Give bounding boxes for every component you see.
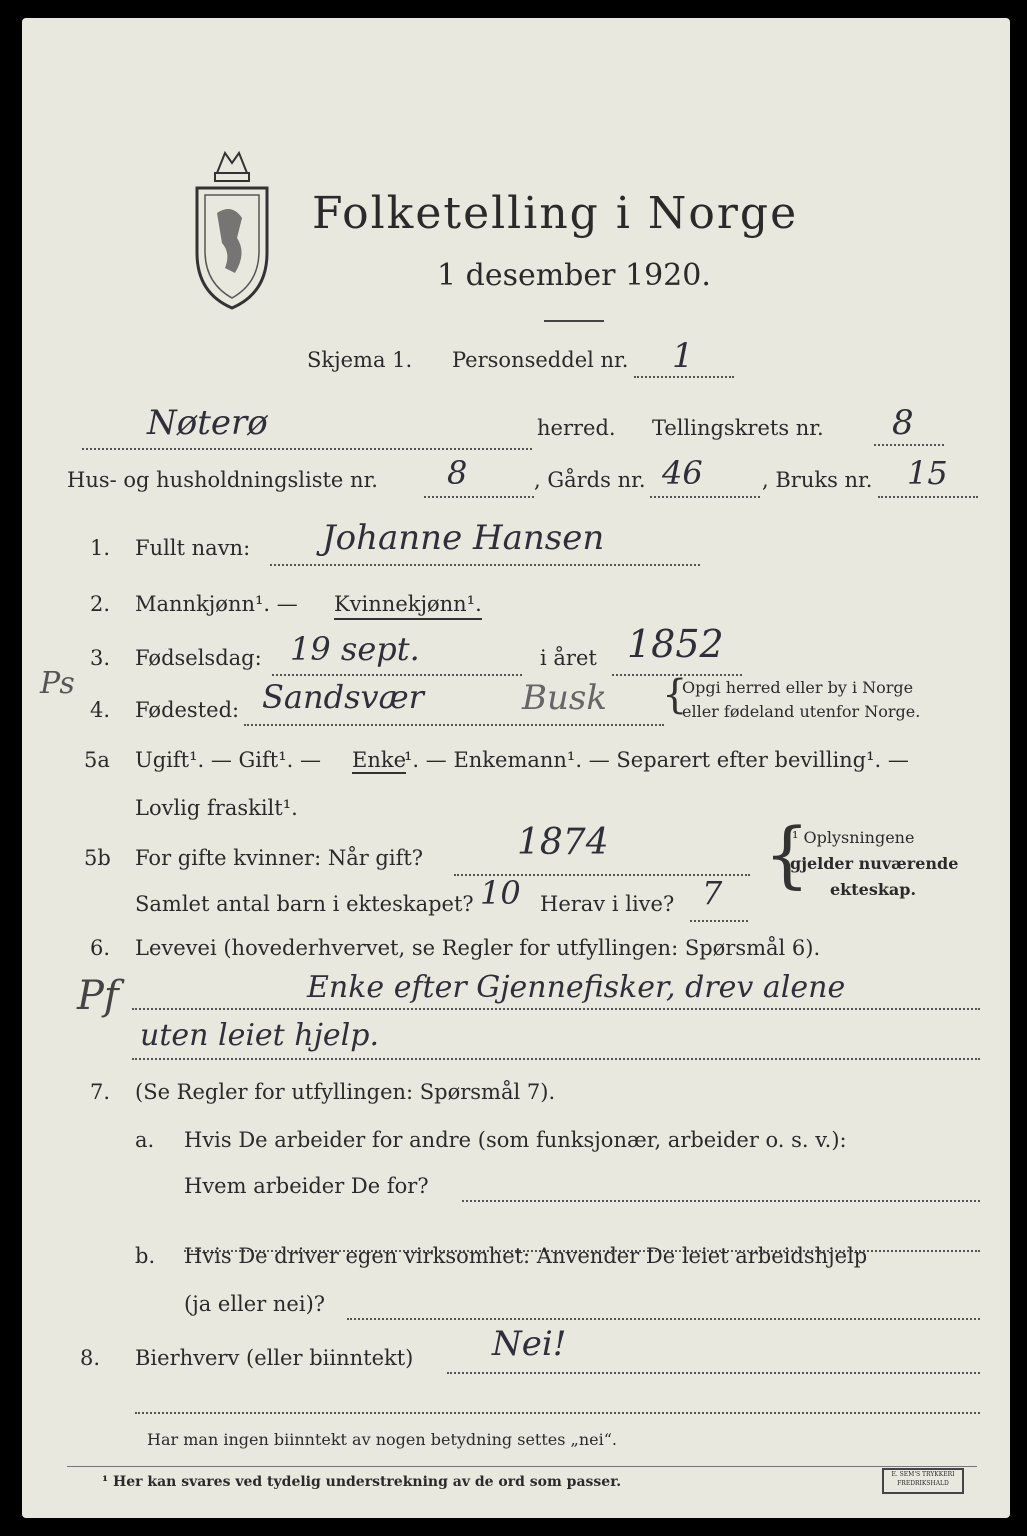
alive-value: 7 bbox=[702, 874, 723, 912]
q4-brace: { bbox=[662, 672, 688, 718]
q6-margin-mark: Pf bbox=[77, 973, 119, 1019]
footer-note: Har man ingen biinntekt av nogen betydning settes „nei“. bbox=[147, 1430, 617, 1449]
q4-margin-mark: Ps bbox=[40, 666, 75, 701]
q7b-label: Hvis De driver egen virksomhet: Anvender De leiet arbeidshjelp bbox=[184, 1244, 868, 1268]
q8-line bbox=[447, 1372, 980, 1374]
q7a-label: Hvis De arbeider for andre (som funksjonær, arbeider o. s. v.): bbox=[184, 1128, 847, 1152]
herred-label: herred. bbox=[537, 416, 616, 440]
q4-note-1: Opgi herred eller by i Norge bbox=[682, 678, 914, 697]
q5b-note-2: gjelder nuværende bbox=[790, 854, 959, 873]
form-date: 1 desember 1920. bbox=[437, 258, 711, 293]
q5b-note-1: ¹ Oplysningene bbox=[792, 828, 915, 847]
gards-value: 46 bbox=[662, 454, 703, 492]
personseddel-label: Personseddel nr. bbox=[452, 348, 629, 372]
birthday-value: 19 sept. bbox=[290, 630, 420, 668]
occupation-value-1: Enke efter Gjennefisker, drev alene bbox=[307, 970, 846, 1005]
side-income-value: Nei! bbox=[492, 1324, 567, 1364]
herred-line bbox=[82, 448, 532, 450]
q2-label-female: Kvinnekjønn¹. bbox=[334, 592, 482, 620]
q8-number: 8. bbox=[80, 1346, 101, 1370]
q5b-note-3: ekteskap. bbox=[830, 880, 917, 899]
birthplace-value: Sandsvær bbox=[262, 678, 424, 716]
q3-label: Fødselsdag: bbox=[135, 646, 262, 670]
q3-year-label: i året bbox=[540, 646, 597, 670]
q5b-alive-line bbox=[690, 920, 748, 922]
hus-label: Hus- og husholdningsliste nr. bbox=[67, 468, 378, 492]
herred-value: Nøterø bbox=[147, 403, 268, 443]
printer-stamp: E. SEM'S TRYKKERI FREDRIKSHALD bbox=[882, 1468, 964, 1494]
personseddel-value: 1 bbox=[672, 336, 694, 376]
tellingskrets-label: Tellingskrets nr. bbox=[652, 416, 824, 440]
q7a-label-2: Hvem arbeider De for? bbox=[184, 1174, 429, 1198]
q7b-number: b. bbox=[135, 1244, 156, 1268]
q5b-children-label: Samlet antal barn i ekteskapet? bbox=[135, 892, 474, 916]
q5a-enke: Enke bbox=[352, 748, 407, 772]
personseddel-line bbox=[634, 376, 734, 378]
bruks-line bbox=[878, 496, 978, 498]
q1-number: 1. bbox=[90, 536, 111, 560]
q2-label-male: Mannkjønn¹. — bbox=[135, 592, 298, 616]
q6-line-2 bbox=[132, 1058, 980, 1060]
schema-label: Skjema 1. bbox=[307, 348, 413, 372]
q7b-line bbox=[347, 1318, 980, 1320]
birthplace-value-2: Busk bbox=[522, 678, 607, 718]
q4-label: Fødested: bbox=[135, 698, 240, 722]
q7b-label-2: (ja eller nei)? bbox=[184, 1292, 326, 1316]
birth-year-value: 1852 bbox=[627, 622, 724, 666]
gards-label: , Gårds nr. bbox=[534, 468, 646, 492]
q4-line bbox=[244, 724, 664, 726]
q8-label: Bierhverv (eller biinntekt) bbox=[135, 1346, 414, 1370]
q7-number: 7. bbox=[90, 1080, 111, 1104]
bruks-value: 15 bbox=[907, 454, 948, 492]
norway-coat-of-arms-icon bbox=[187, 143, 277, 313]
q7a-number: a. bbox=[135, 1128, 155, 1152]
q5b-alive-label: Herav i live? bbox=[540, 892, 675, 916]
tellingskrets-line bbox=[874, 444, 944, 446]
bruks-label: , Bruks nr. bbox=[762, 468, 873, 492]
title-divider bbox=[544, 320, 604, 322]
full-name-value: Johanne Hansen bbox=[322, 518, 605, 558]
q1-label: Fullt navn: bbox=[135, 536, 251, 560]
footnote: ¹ Her kan svares ved tydelig understrekning av de ord som passer. bbox=[102, 1474, 622, 1490]
q7-label: (Se Regler for utfyllingen: Spørsmål 7). bbox=[135, 1080, 556, 1104]
q6-line-1 bbox=[132, 1008, 980, 1010]
q6-number: 6. bbox=[90, 936, 111, 960]
children-value: 10 bbox=[480, 874, 521, 912]
q5a-text-a: Ugift¹. — Gift¹. — bbox=[135, 748, 321, 772]
q5b-brace: { bbox=[764, 812, 810, 896]
q3-line bbox=[272, 674, 522, 676]
q3-number: 3. bbox=[90, 646, 111, 670]
q4-number: 4. bbox=[90, 698, 111, 722]
q7a-line-1 bbox=[462, 1200, 980, 1202]
q6-label: Levevei (hovederhvervet, se Regler for utfyllingen: Spørsmål 6). bbox=[135, 936, 821, 960]
tellingskrets-value: 8 bbox=[892, 403, 914, 443]
census-form bbox=[22, 18, 1010, 1518]
gards-line bbox=[650, 496, 760, 498]
q5b-label: For gifte kvinner: Når gift? bbox=[135, 846, 424, 870]
occupation-value-2: uten leiet hjelp. bbox=[140, 1018, 379, 1053]
hus-line bbox=[424, 496, 534, 498]
q5a-number: 5a bbox=[84, 748, 110, 772]
q5a-text-b: ¹. — Enkemann¹. — Separert efter bevilling¹. — bbox=[404, 748, 909, 772]
married-year-value: 1874 bbox=[517, 822, 609, 863]
q2-number: 2. bbox=[90, 592, 111, 616]
q8-line-2 bbox=[135, 1412, 980, 1414]
q1-line bbox=[270, 564, 700, 566]
form-title: Folketelling i Norge bbox=[312, 188, 799, 239]
q5a-text-c: Lovlig fraskilt¹. bbox=[135, 796, 298, 820]
hus-value: 8 bbox=[447, 454, 468, 492]
q5b-number: 5b bbox=[84, 846, 111, 870]
q4-note-2: eller fødeland utenfor Norge. bbox=[682, 702, 921, 721]
footer-divider bbox=[67, 1466, 977, 1467]
